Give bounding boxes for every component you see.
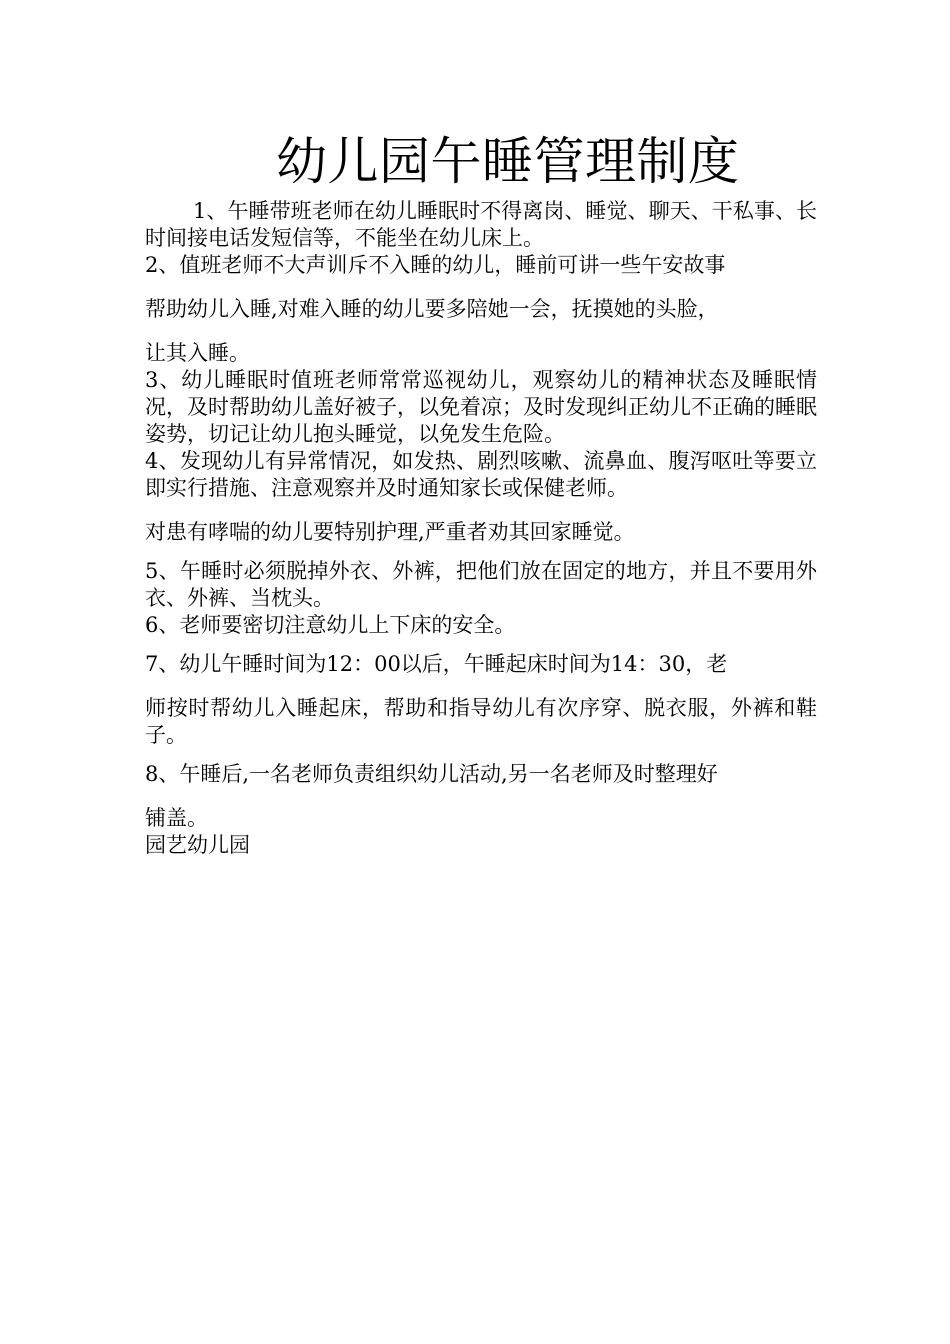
- kindergarten-signature: 园艺幼儿园: [145, 833, 250, 857]
- rule-4: 4、发现幼儿有异常情况，如发热、剧烈咳嗽、流鼻血、腹泻呕吐等要立即实行措施、注意观察并及时通知家长或保健老师。: [145, 449, 817, 500]
- rule-8-line-1: 8、午睡后,一名老师负责组织幼儿活动,另一名老师及时整理好: [145, 762, 718, 786]
- rule-1: 1、午睡带班老师在幼儿睡眠时不得离岗、睡觉、聊天、干私事、长时间接电话发短信等，不能坐在幼儿床上。: [145, 199, 817, 250]
- rule-3: 3、幼儿睡眠时值班老师常常巡视幼儿，观察幼儿的精神状态及睡眠情况，及时帮助幼儿盖好被子，以免着凉；及时发现纠正幼儿不正确的睡眠姿势，切记让幼儿抱头睡觉，以免发生危险。: [145, 368, 817, 446]
- rule-4-note: 对患有哮喘的幼儿要特别护理,严重者劝其回家睡觉。: [145, 520, 635, 544]
- rule-6: 6、老师要密切注意幼儿上下床的安全。: [145, 613, 516, 637]
- rule-7-line-1: 7、幼儿午睡时间为12：00以后，午睡起床时间为14：30，老: [145, 652, 728, 676]
- rule-2-line-1: 2、值班老师不大声训斥不入睡的幼儿，睡前可讲一些午安故事: [145, 253, 726, 277]
- document-body: [145, 198, 817, 859]
- rule-7-line-2: 师按时帮幼儿入睡起床，帮助和指导幼儿有次序穿、脱衣服，外裤和鞋子。: [145, 696, 817, 747]
- rule-2-line-3: 让其入睡。: [145, 341, 250, 365]
- rule-5: 5、午睡时必须脱掉外衣、外裤，把他们放在固定的地方，并且不要用外衣、外裤、当枕头。: [145, 559, 817, 610]
- rule-2-line-2: 帮助幼儿入睡,对难入睡的幼儿要多陪她一会，抚摸她的头脸，: [145, 297, 719, 321]
- rule-8-line-2: 铺盖。: [145, 806, 208, 830]
- document-title: 幼儿园午睡管理制度: [276, 133, 740, 192]
